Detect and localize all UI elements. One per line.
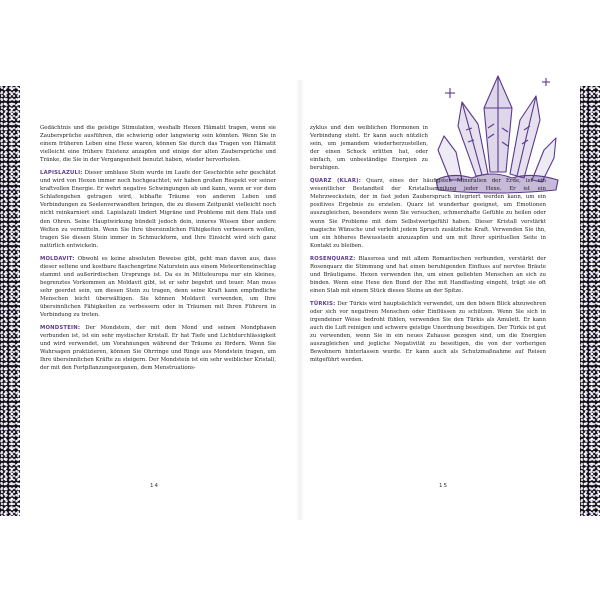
left-page-edge-texture (0, 86, 20, 516)
entry-rosenquarz (310, 255, 546, 295)
text-quarz: Quarz, eines der häufigsten Mineralien der Erde, ist ein wesentlicher Bestandteil der Kristallsammlung jeder Hexe. Er ist ein Mehrzweckstein, der in fast jeden Zauberspruch integriert werden kann, um ein positives Ergebnis zu erzielen. Quarz ist wunderbar geeignet, um Emotionen auszugleichen, besonders wenn Sie versuchen, schmerzhafte Gefühle zu heilen oder wenn Sie Probleme mit dem Selbstwertgefühl haben. Dieser Kristall verstärkt magische Wünsche und verleiht jedem Spruch zusätzliche Kraft. Verwenden Sie ihn, um ein höheres Bewusstsein anzuzapfen und um mit Ihrer spirituellen Seite in Kontakt zu bleiben. (310, 178, 546, 249)
right-page-edge-texture (580, 86, 600, 516)
term-tuerkis: TÜRKIS: (310, 300, 336, 307)
term-moldavit: MOLDAVIT: (40, 255, 75, 262)
term-rosenquarz: ROSENQUARZ: (310, 255, 356, 262)
page-number-left: 14 (150, 483, 159, 489)
left-intro-paragraph: Gedächtnis und die geistige Stimulation, weshalb Hexen Hämatit tragen, wenn sie Zaubersprüche ausführen, die schwierig oder langwierig sein könnten. Wenn Sie in einem früheren Leben eine Hexe waren, können Sie durch das Tragen von Hämatit vielleicht eine frühere Existenz anzapfen und einige der alten Zaubersprüche und Tränke, die Sie in der Vergangenheit benutzt haben, wieder hervorholen. (40, 125, 276, 164)
right-intro-paragraph: zyklus und den weiblichen Hormonen in Verbindung steht. Er kann auch nützlich sein, um jemandem wiederherzustellen, der einen Schock erlitten hat, oder einfach, um unbeständige Energien zu beruhigen. (310, 125, 428, 172)
entry-quarz (310, 177, 546, 249)
entry-lapislazuli (40, 169, 276, 249)
page-number-right: 15 (439, 483, 448, 489)
term-quarz: QUARZ (KLAR): (310, 178, 362, 185)
left-page-text-column (40, 124, 276, 377)
entry-moldavit (40, 255, 276, 319)
text-tuerkis: Der Türkis wird hauptsächlich verwendet, um den bösen Blick abzuwehren oder sich vor negativen Menschen oder Einflüssen zu schützen. Wenn Sie sich in irgendeiner Weise bedroht fühlen, verwenden Sie den Türkis als Amulett. Er kann auch die Luft reinigen und schwere geistige Unordnung beseitigen. Der Türkis ist gut zu verwenden, wenn Sie in ein neues Zuhause gezogen sind, um die Energien auszugleichen und jegliche Negativität zu beseitigen, die von der vorherigen Bewohnern hinterlassen wurde. Er kann auch als Schutzmaßnahme auf Reisen mitgeführt werden. (310, 300, 546, 364)
text-rosenquarz: Blassrosa und mit allem Romantischen verbunden, verstärkt der Rosenquarz die Stimmung und hat einen beruhigenden Einfluss auf nervöse Bräute und Bräutigame. Hexen verwenden ihn, um einen geliebten Menschen an sich zu binden. Wenn eine Hexe den Bund der Ehe mit Handfasting eingeht, trägt sie oft einen Stab mit einem Stück dieses Steins an der Spitze. (310, 255, 546, 294)
term-lapislazuli: LAPISLAZULI: (40, 170, 83, 177)
term-mondstein: MONDSTEIN: (40, 325, 81, 332)
entry-mondstein (40, 324, 276, 372)
entry-tuerkis (310, 300, 546, 364)
text-mondstein: Der Mondstein, der mit dem Mond und seinen Mondphasen verbunden ist, ist ein sehr mystischer Kristall. Er hat Tiefe und Lichtdurchlässigkeit und wird verwendet, um Vorahnungen während der Träume zu fördern. Wenn Sie Wahrsagen praktizieren, können Sie Ohrringe und Ringe aus Mondstein tragen, um Ihre übersinnlichen Kräfte zu steigern. Der Mondstein ist ein sehr weiblicher Kristall, der mit den Fortpflanzungsorganen, dem Menstruations- (40, 325, 277, 372)
text-lapislazuli: Dieser umblaue Stein wurde im Laufe der Geschichte sehr geschätzt und wird von Hexen immer noch hochgeachtet; wir haben großen Respekt vor seiner kraftvollen Energie. Er wehrt negative Schwingungen ab und kann, wenn er vor dem Schlafengehen getragen wird, lebhafte Träume von anderen Leben und Verbindungen zu Seelenverwandten bringen, die zu diesem Zeitpunkt vielleicht noch nicht reinkarniert sind. Lapislazuli lindert Migräne und Probleme mit dem Hals und den Ohren. Seine Hauptwirkung bündelt jedoch dein, inneres Wissen über andere Welten zu vermitteln. Wenn Sie Ihre übersinnlichen Fähigkeiten verbessern wollen, tragen Sie diesen Stein immer in Schmuckform, und Ihre Einsicht wird sich ganz natürlich entwickeln. (40, 170, 276, 249)
text-moldavit: Obwohl es keine absoluten Beweise gibt, geht man davon aus, dass dieser seltene und kostbare flaschengrüne Naturstein aus einem Meteoriteneinschlag stammt und außerirdischen Ursprungs ist. Da es in Mitteleuropa nur ein kleines, begrenztes Vorkommen an Moldavit gibt, ist er sehr begehrt und teuer. Man muss sehr geerdet sein, um diesen Stein zu tragen, denn seine Kraft kann empfindliche Menschen leicht überwältigen. Sie können Moldavit verwenden, um Ihre übersinnlichen Fähigkeiten zu verbessern oder in Träumen mit Ihren Führern in Verbindung zu treten. (40, 255, 276, 319)
book-gutter (296, 80, 304, 520)
right-page-text-column (310, 124, 546, 369)
